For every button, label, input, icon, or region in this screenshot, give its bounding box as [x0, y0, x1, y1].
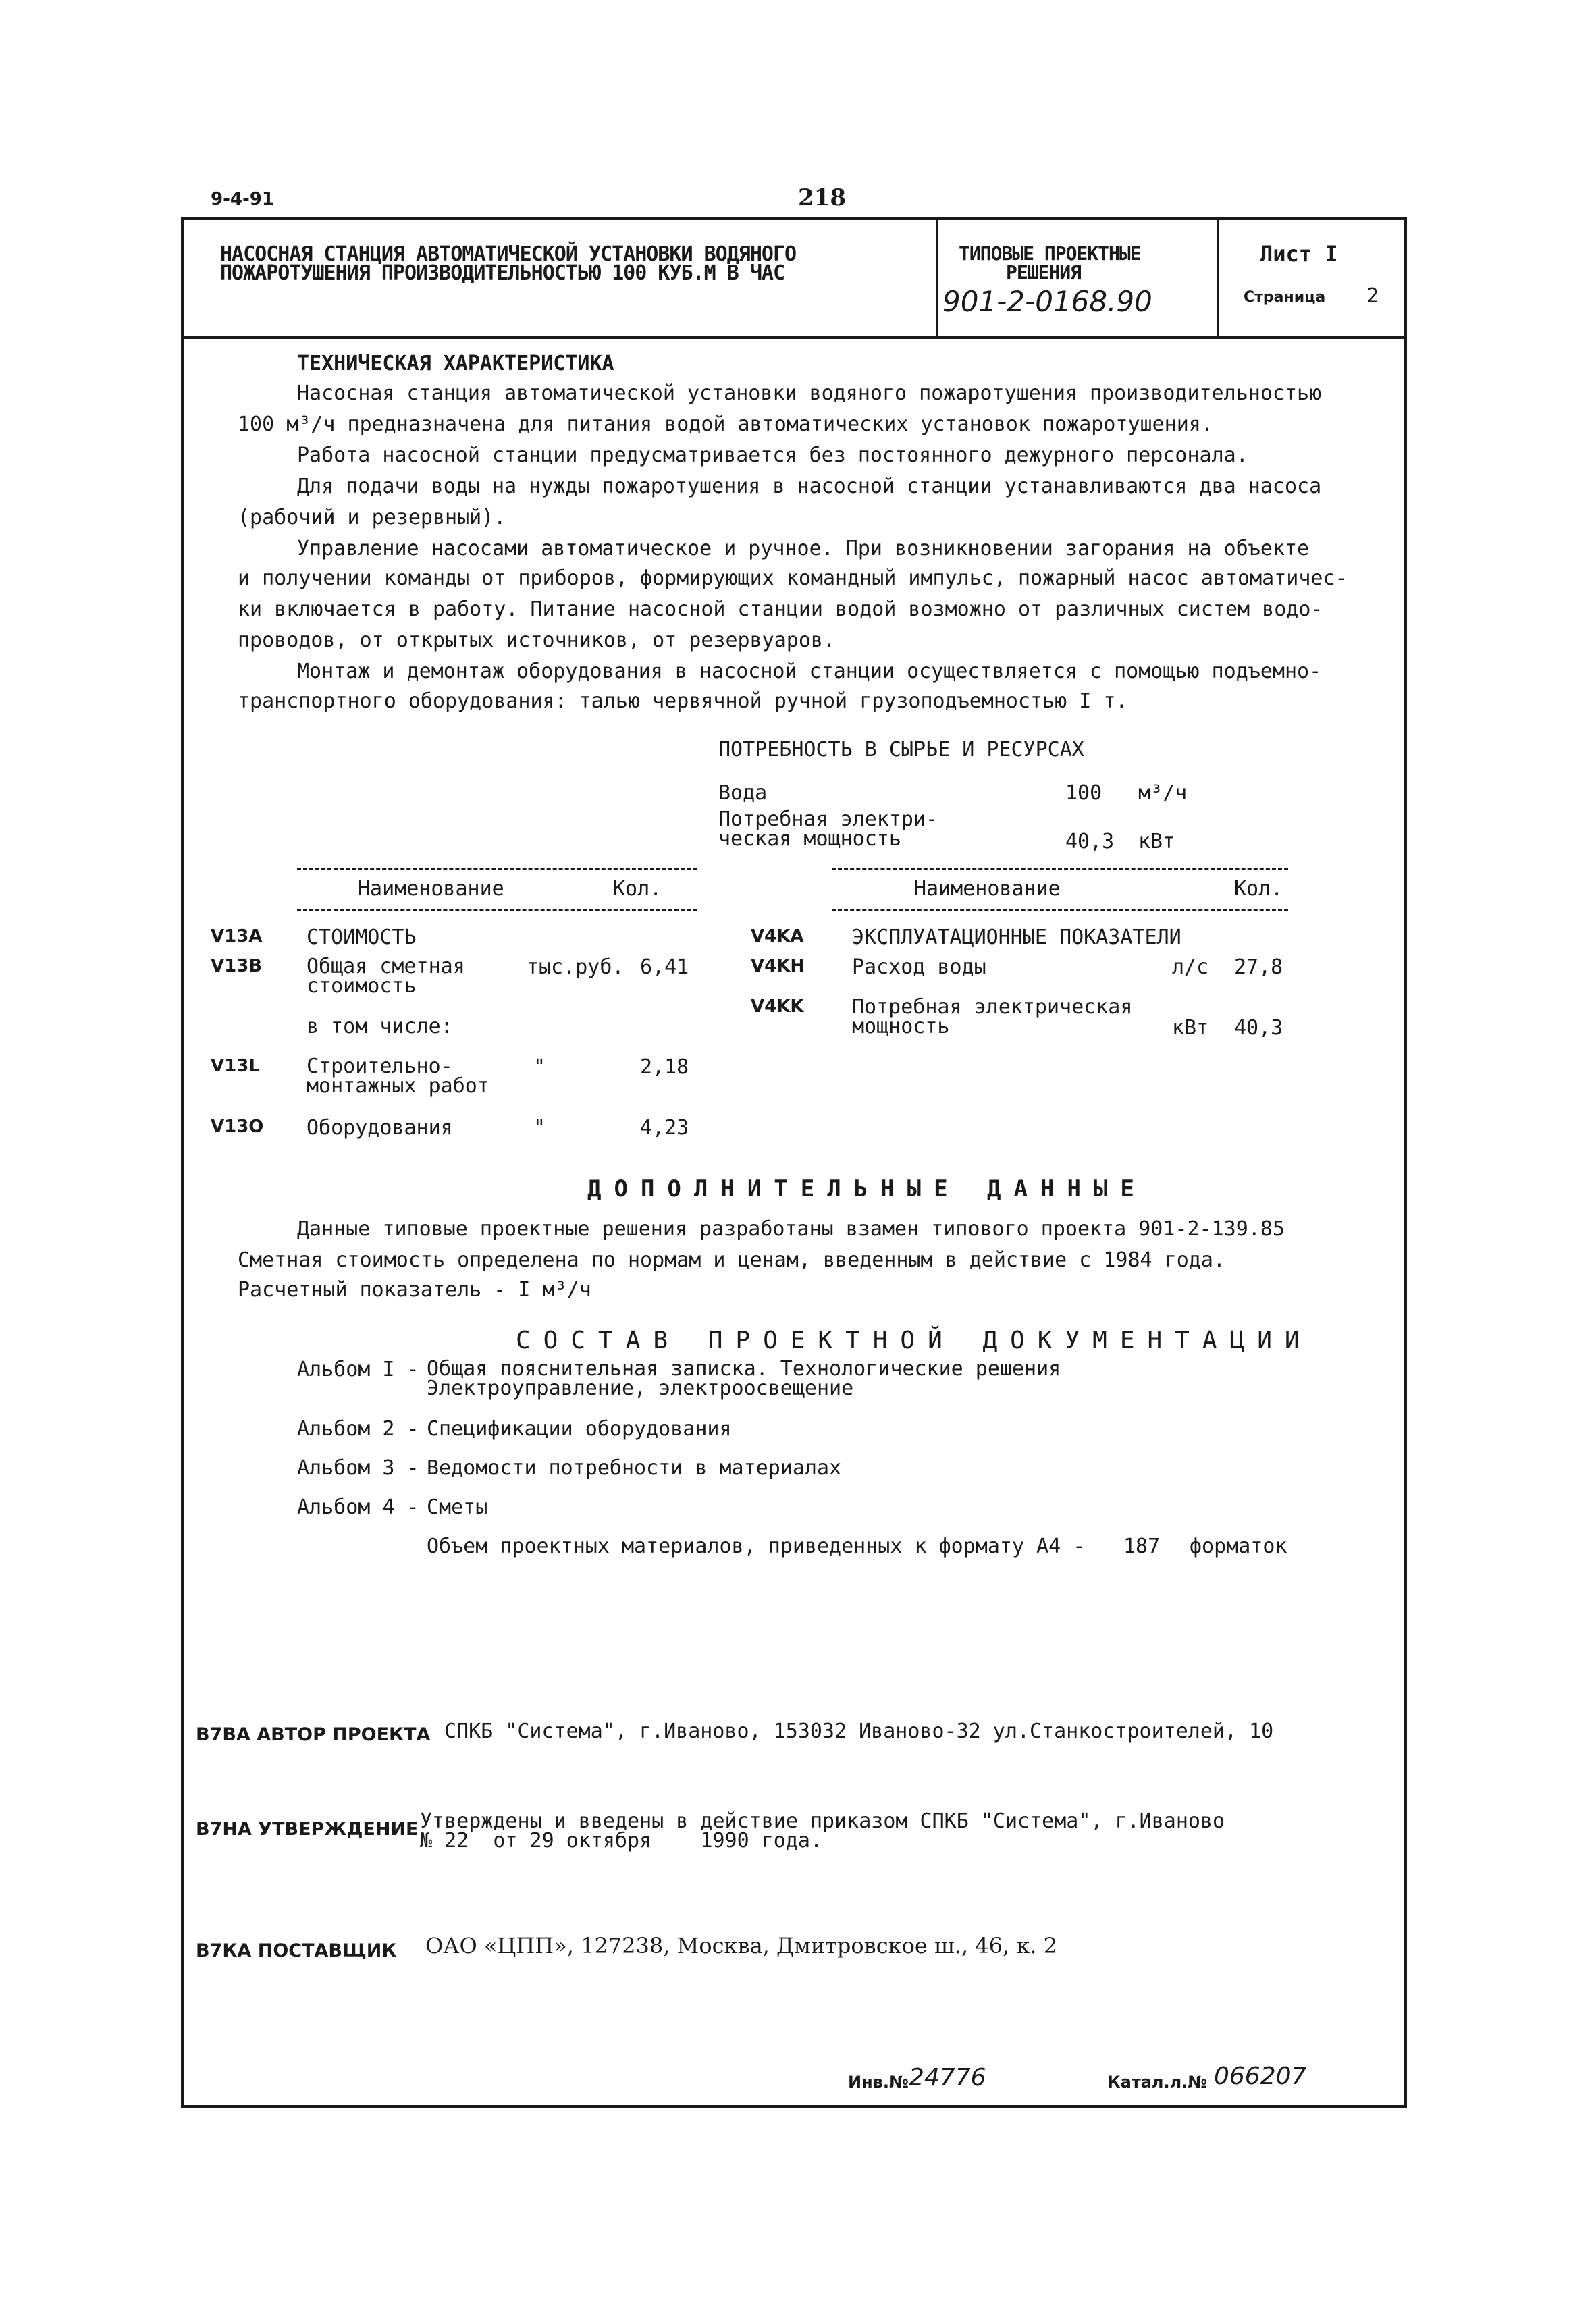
- documentation-heading: СОСТАВ ПРОЕКТНОЙ ДОКУМЕНТАЦИИ: [516, 1327, 1312, 1354]
- row-code: V4KK: [751, 996, 804, 1017]
- title-block-divider: [181, 336, 1407, 339]
- cost-row-qty: 4,23: [640, 1116, 689, 1140]
- additional-line: Расчетный показатель - I м³/ч: [238, 1278, 591, 1302]
- ops-row-name: Потребная электрическая мощность: [852, 995, 1133, 1038]
- supplier-text: ОАО «ЦПП», 127238, Москва, Дмитровское ш., 46, к. 2: [425, 1933, 1058, 1959]
- row-code: V4KH: [751, 956, 805, 976]
- title-block-sep-1: [936, 217, 938, 338]
- volume-unit: форматок: [1190, 1535, 1287, 1558]
- cost-row-unit: тыс.руб.: [527, 955, 624, 979]
- album-label: Альбом 4 -: [297, 1495, 419, 1519]
- album-text: Ведомости потребности в материалах: [427, 1456, 842, 1480]
- approval-text: Утверждены и введены в действие приказом СПКБ "Система", г.Иваново № 22 от 29 октября 1990 года.: [420, 1809, 1225, 1853]
- tech-line: и получении команды от приборов, формирующих командный импульс, пожарный насос автоматичес-: [238, 566, 1348, 590]
- author-text: СПКБ "Система", г.Иваново, 153032 Иваново-32 ул.Станкостроителей, 10: [444, 1720, 1274, 1743]
- power-label: Потребная электри- ческая мощность: [718, 807, 938, 851]
- series-title-line1: ТИПОВЫЕ ПРОЕКТНЫЕ: [959, 242, 1141, 265]
- row-code: V13O: [211, 1117, 264, 1137]
- row-code: V13A: [211, 926, 263, 947]
- water-unit: м³/ч: [1138, 781, 1188, 805]
- cost-row-name: Оборудования: [307, 1116, 453, 1140]
- cost-row-qty: 2,18: [640, 1055, 689, 1079]
- ops-row-name: ЭКСПЛУАТАЦИОННЫЕ ПОКАЗАТЕЛИ: [852, 926, 1181, 949]
- tech-heading: ТЕХНИЧЕСКАЯ ХАРАКТЕРИСТИКА: [297, 352, 614, 375]
- approval-label: В7НА УТВЕРЖДЕНИЕ: [196, 1819, 419, 1840]
- row-code: V13B: [211, 956, 263, 976]
- album-label: Альбом I -: [297, 1358, 419, 1381]
- resources-heading: ПОТРЕБНОСТЬ В СЫРЬЕ И РЕСУРСАХ: [718, 738, 1084, 762]
- sheet-label: Лист I: [1260, 241, 1338, 267]
- inventory-value: 24776: [909, 2064, 986, 2092]
- album-label: Альбом 2 -: [297, 1417, 419, 1441]
- right-table-rule-bottom: [832, 909, 1288, 911]
- tech-line: транспортного оборудования: талью червячной ручной грузоподъемностью I т.: [238, 689, 1128, 713]
- tech-line: проводов, от открытых источников, от резервуаров.: [238, 629, 836, 652]
- left-col-qty: Кол.: [613, 877, 662, 901]
- ops-row-qty: 40,3: [1234, 1016, 1283, 1040]
- album-text: Общая пояснительная записка. Технологические решения Электроуправление, электроосвещение: [427, 1357, 1061, 1400]
- title-block-sep-2: [1217, 217, 1219, 338]
- tech-line: (рабочий и резервный).: [238, 506, 506, 529]
- additional-heading: ДОПОЛНИТЕЛЬНЫЕ ДАННЫЕ: [587, 1175, 1147, 1202]
- water-value: 100: [1065, 781, 1102, 805]
- page-label: Страница: [1244, 289, 1326, 306]
- water-label: Вода: [718, 781, 768, 805]
- volume-text: Объем проектных материалов, приведенных к формату А4 -: [427, 1535, 1086, 1558]
- row-code: V13L: [211, 1056, 260, 1076]
- tech-line: 100 м³/ч предназначена для питания водой автоматических установок пожаротушения.: [238, 413, 1213, 436]
- ops-row-unit: л/с: [1172, 955, 1209, 979]
- ops-row-unit: кВт: [1172, 1016, 1209, 1040]
- cost-row-name: Строительно- монтажных работ: [307, 1055, 489, 1098]
- series-title-line2: РЕШЕНИЯ: [1006, 261, 1082, 284]
- power-unit: кВт: [1138, 830, 1175, 853]
- project-title-line2: ПОЖАРОТУШЕНИЯ ПРОИЗВОДИТЕЛЬНОСТЬЮ 100 КУБ.М В ЧАС: [220, 261, 785, 285]
- tech-line: Монтаж и демонтаж оборудования в насосной станции осуществляется с помощью подъемно-: [297, 660, 1322, 683]
- cost-row-unit: ": [533, 1055, 546, 1079]
- right-col-qty: Кол.: [1234, 877, 1283, 901]
- tech-line: Для подачи воды на нужды пожаротушения в насосной станции устанавливаются два насоса: [297, 475, 1322, 498]
- tech-line: ки включается в работу. Питание насосной станции водой возможно от различных систем водо-: [238, 597, 1323, 621]
- left-col-name: Наименование: [358, 877, 504, 901]
- cost-row-unit: ": [533, 1116, 546, 1140]
- right-table-rule-top: [832, 868, 1288, 870]
- power-value: 40,3: [1065, 830, 1115, 853]
- page-value: 2: [1366, 284, 1379, 308]
- project-title-line1: НАСОСНАЯ СТАНЦИЯ АВТОМАТИЧЕСКОЙ УСТАНОВКИ ВОДЯНОГО: [220, 242, 797, 266]
- tech-line: Насосная станция автоматической установки водяного пожаротушения производительностью: [297, 381, 1322, 405]
- ops-row-qty: 27,8: [1234, 955, 1283, 979]
- right-col-name: Наименование: [914, 877, 1061, 901]
- tech-line: Управление насосами автоматическое и ручное. При возникновении загорания на объекте: [297, 537, 1310, 560]
- catalog-label: Катал.л.№: [1107, 2073, 1208, 2092]
- author-label: В7ВА АВТОР ПРОЕКТА: [196, 1724, 431, 1745]
- album-text: Сметы: [427, 1495, 488, 1519]
- left-table-rule-top: [297, 868, 697, 870]
- additional-line: Данные типовые проектные решения разработаны взамен типового проекта 901-2-139.85: [297, 1217, 1285, 1241]
- project-number: 901-2-0168.90: [942, 285, 1152, 318]
- album-label: Альбом 3 -: [297, 1456, 419, 1480]
- cost-row-name: Общая сметная стоимость: [307, 955, 465, 998]
- row-code: V4KA: [751, 926, 804, 947]
- additional-line: Сметная стоимость определена по нормам и ценам, введенным в действие с 1984 года.: [238, 1248, 1225, 1272]
- cost-row-name: в том числе:: [307, 1015, 453, 1038]
- cost-row-name: СТОИМОСТЬ: [307, 926, 417, 949]
- supplier-label: В7КА ПОСТАВЩИК: [196, 1940, 397, 1961]
- volume-value: 187: [1123, 1535, 1161, 1558]
- album-text: Спецификации оборудования: [427, 1417, 732, 1441]
- cost-row-qty: 6,41: [640, 955, 689, 979]
- document-code: 9-4-91: [211, 189, 274, 209]
- catalog-value: 066207: [1214, 2063, 1307, 2090]
- page-number: 218: [798, 184, 846, 211]
- ops-row-name: Расход воды: [852, 955, 986, 979]
- left-table-rule-bottom: [297, 909, 697, 911]
- inventory-label: Инв.№: [848, 2073, 909, 2092]
- tech-line: Работа насосной станции предусматривается без постоянного дежурного персонала.: [297, 444, 1248, 467]
